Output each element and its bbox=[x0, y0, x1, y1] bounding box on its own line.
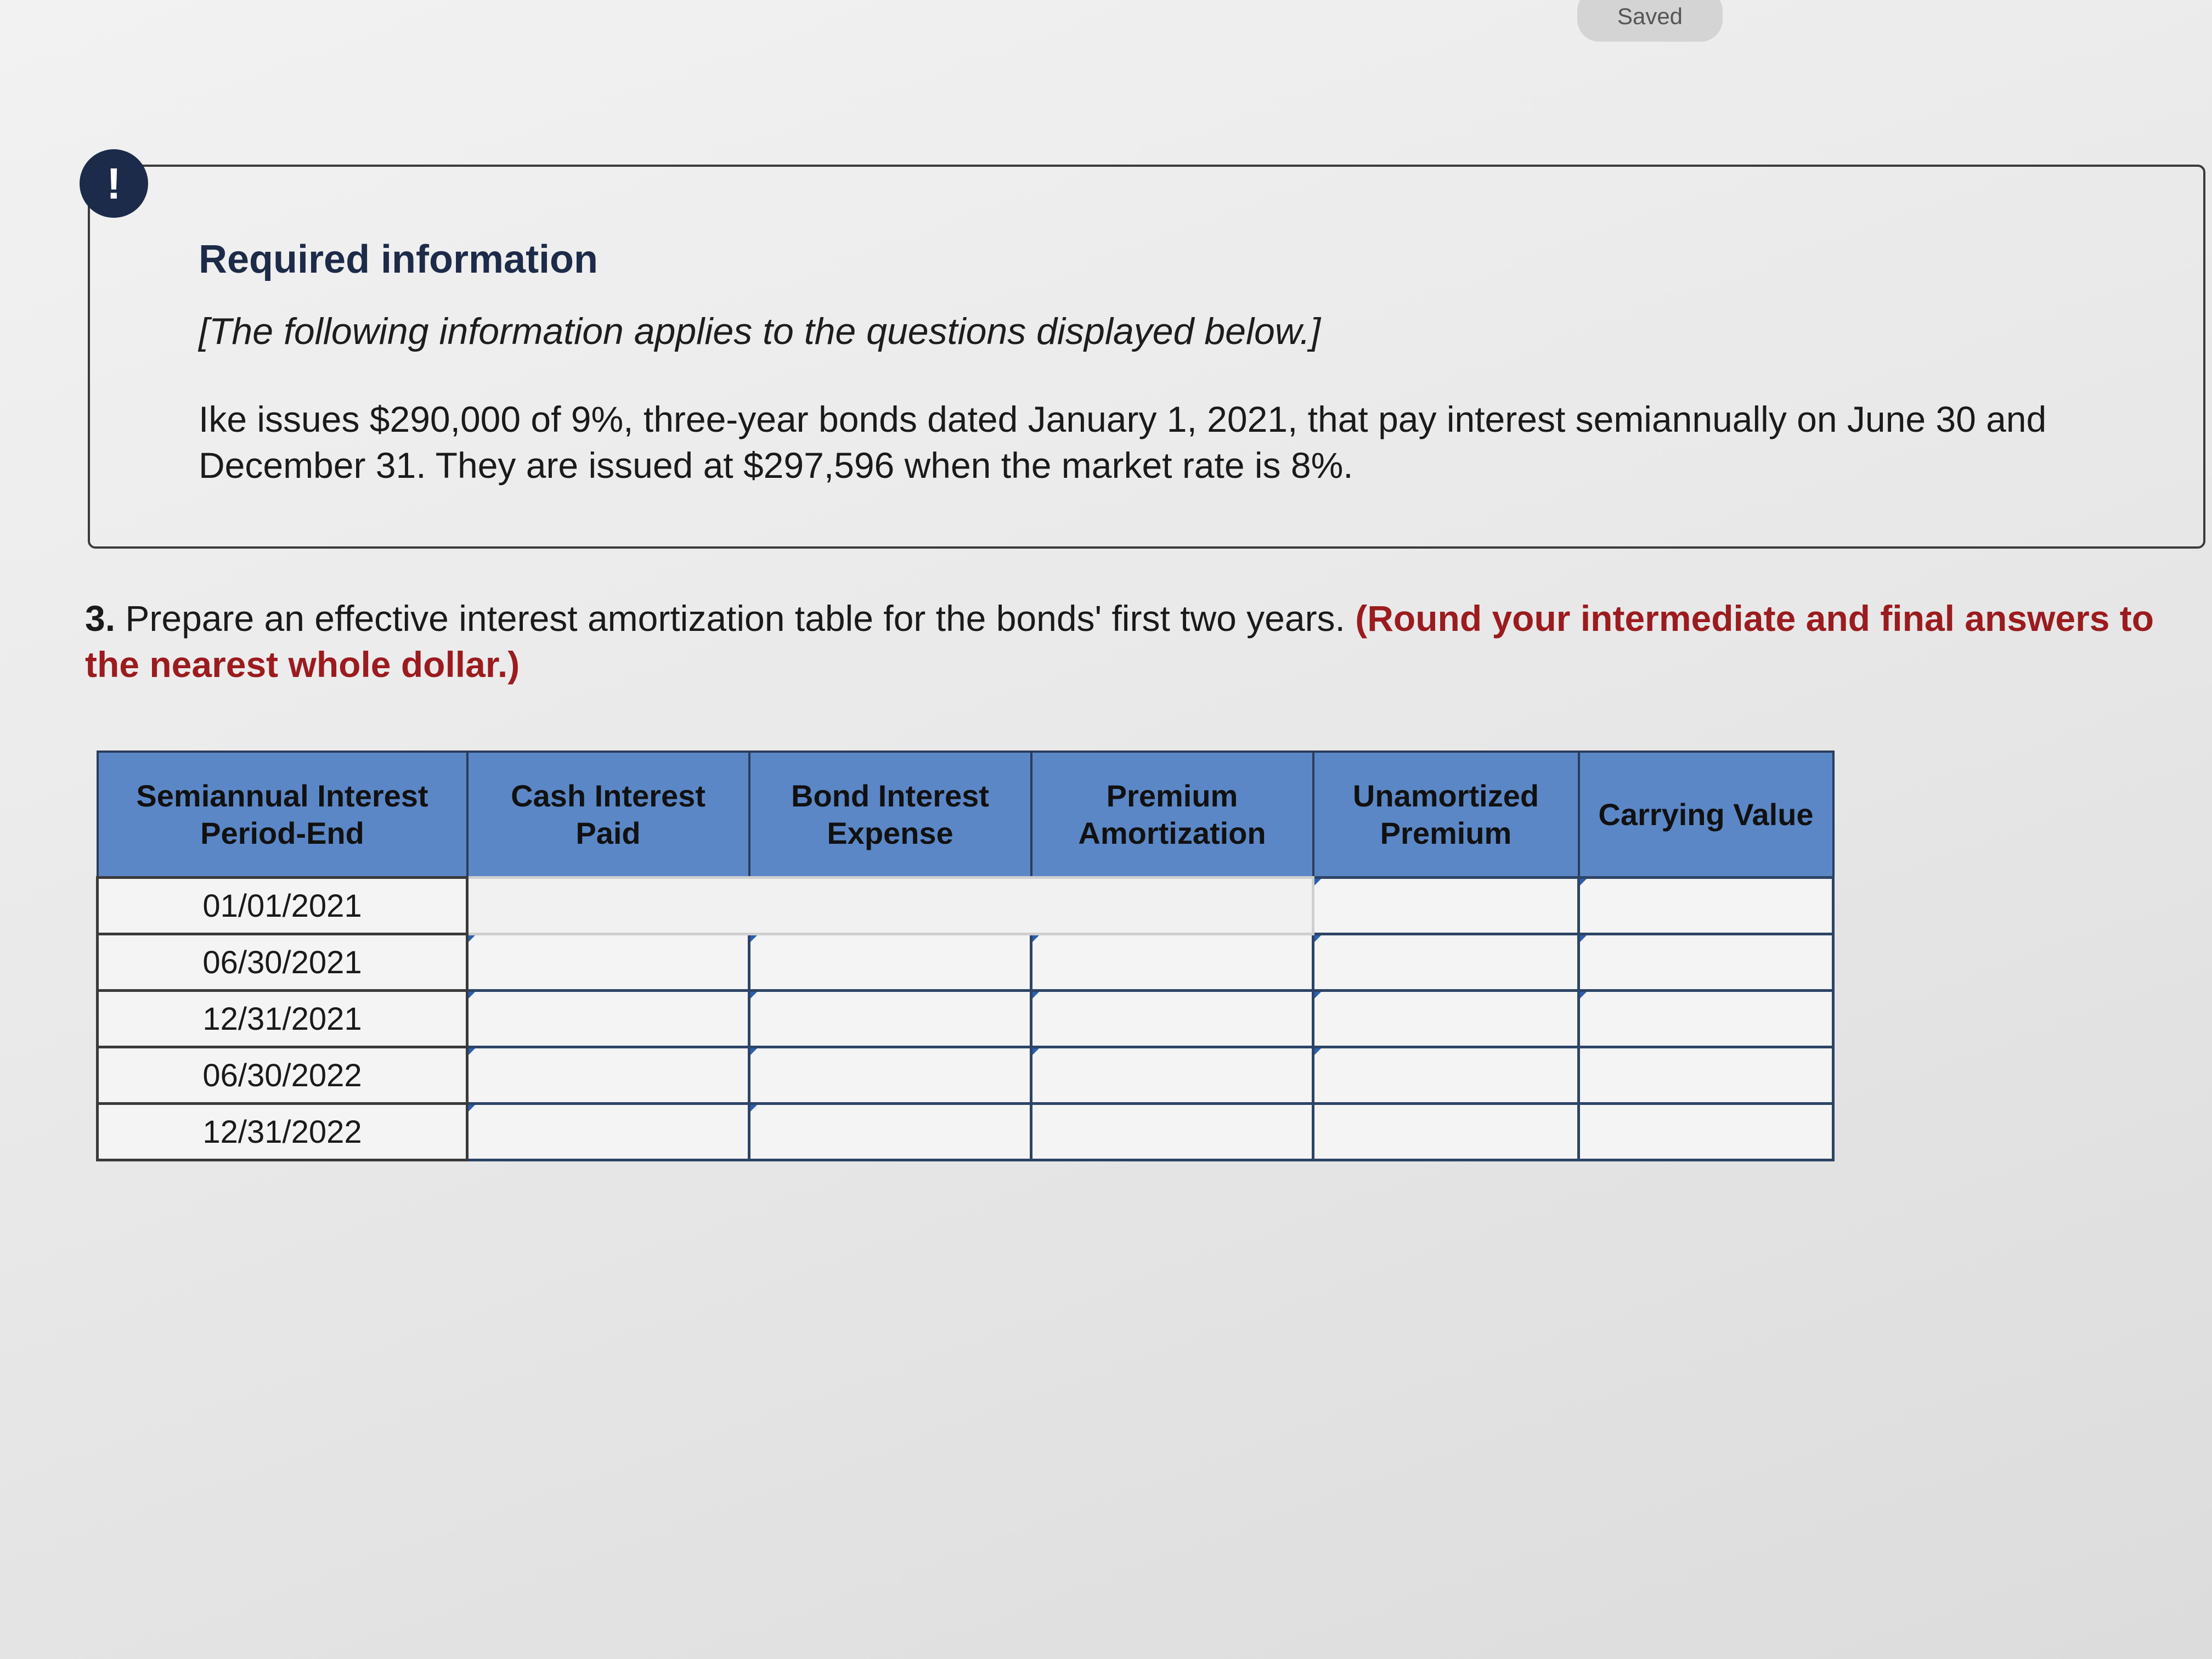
cell-marker-icon bbox=[469, 1105, 475, 1111]
cell-marker-icon bbox=[751, 1048, 757, 1055]
carrying-value-cell bbox=[1579, 991, 1833, 1047]
unamortized-premium-input[interactable] bbox=[1314, 879, 1577, 933]
unamortized-premium-input[interactable] bbox=[1314, 935, 1577, 989]
carrying-value-cell bbox=[1579, 1104, 1833, 1160]
required-info-body: Ike issues $290,000 of 9%, three-year bonds dated January 1, 2021, that pay interest semiannually on June 30 and December 31. They are issued at $297,596 when the market rate is 8%. bbox=[199, 399, 2047, 486]
cell-marker-icon bbox=[1314, 992, 1321, 998]
cash-interest-cell bbox=[467, 1104, 749, 1160]
premium-amortization-cell bbox=[1031, 934, 1313, 991]
header-unamortized-premium: Unamortized Premium bbox=[1313, 752, 1579, 878]
period-date: 06/30/2021 bbox=[98, 934, 467, 991]
premium-amortization-input[interactable] bbox=[1032, 1105, 1312, 1159]
required-info-title: Required information bbox=[199, 238, 599, 281]
table-row bbox=[98, 934, 1833, 991]
cash-interest-input[interactable] bbox=[469, 935, 748, 989]
table-header-row bbox=[98, 752, 1833, 878]
question-number: 3. bbox=[85, 598, 116, 639]
cash-interest-input[interactable] bbox=[469, 1048, 748, 1102]
premium-amortization-cell bbox=[1031, 991, 1313, 1047]
bond-expense-input[interactable] bbox=[751, 1048, 1030, 1102]
carrying-value-cell bbox=[1579, 1047, 1833, 1104]
cell-marker-icon bbox=[1580, 992, 1587, 998]
required-info-note: [The following information applies to the questions displayed below.] bbox=[199, 311, 1321, 352]
question-prompt bbox=[85, 595, 2159, 687]
bond-expense-cell bbox=[749, 991, 1031, 1047]
unamortized-premium-input[interactable] bbox=[1314, 1105, 1577, 1159]
premium-amortization-input[interactable] bbox=[1032, 992, 1312, 1046]
bond-expense-cell bbox=[749, 934, 1031, 991]
required-info-panel bbox=[88, 165, 2205, 549]
unamortized-premium-cell bbox=[1313, 878, 1579, 934]
bond-expense-cell bbox=[749, 1104, 1031, 1160]
cell-marker-icon bbox=[751, 935, 757, 942]
cash-interest-cell bbox=[467, 991, 749, 1047]
period-date: 01/01/2021 bbox=[98, 878, 467, 934]
carrying-value-input[interactable] bbox=[1580, 1105, 1832, 1159]
premium-amortization-cell bbox=[1031, 1047, 1313, 1104]
table-row bbox=[98, 1104, 1833, 1160]
cell-marker-icon bbox=[1314, 1048, 1321, 1055]
carrying-value-input[interactable] bbox=[1580, 1048, 1832, 1102]
carrying-value-cell bbox=[1579, 934, 1833, 991]
bond-expense-input[interactable] bbox=[751, 1105, 1030, 1159]
cell-marker-icon bbox=[1032, 1048, 1039, 1055]
unamortized-premium-cell bbox=[1313, 1047, 1579, 1104]
header-premium-amortization: Premium Amortization bbox=[1031, 752, 1313, 878]
cell-marker-icon bbox=[1032, 992, 1039, 998]
cell-marker-icon bbox=[1580, 879, 1587, 885]
cash-interest-cell bbox=[467, 1047, 749, 1104]
period-date: 12/31/2022 bbox=[98, 1104, 467, 1160]
cell-marker-icon bbox=[1032, 935, 1039, 942]
table-row bbox=[98, 991, 1833, 1047]
header-period-end: Semiannual Interest Period-End bbox=[98, 752, 467, 878]
cell-marker-icon bbox=[1580, 935, 1587, 942]
period-date: 12/31/2021 bbox=[98, 991, 467, 1047]
table-row bbox=[98, 878, 1833, 934]
cash-interest-cell bbox=[467, 934, 749, 991]
bond-expense-cell bbox=[749, 1047, 1031, 1104]
cell-marker-icon bbox=[469, 992, 475, 998]
cell-marker-icon bbox=[469, 1048, 475, 1055]
header-bond-expense: Bond Interest Expense bbox=[749, 752, 1031, 878]
carrying-value-cell bbox=[1579, 878, 1833, 934]
header-carrying-value: Carrying Value bbox=[1579, 752, 1833, 878]
cell-marker-icon bbox=[469, 935, 475, 942]
unamortized-premium-cell bbox=[1313, 934, 1579, 991]
cell-marker-icon bbox=[1314, 935, 1321, 942]
cell-marker-icon bbox=[751, 992, 757, 998]
unamortized-premium-cell bbox=[1313, 1104, 1579, 1160]
carrying-value-input[interactable] bbox=[1580, 992, 1832, 1046]
bond-expense-input[interactable] bbox=[751, 992, 1030, 1046]
unamortized-premium-input[interactable] bbox=[1314, 992, 1577, 1046]
premium-amortization-input[interactable] bbox=[1032, 1048, 1312, 1102]
cell-marker-icon bbox=[751, 1105, 757, 1111]
period-date: 06/30/2022 bbox=[98, 1047, 467, 1104]
table-row bbox=[98, 1047, 1833, 1104]
cash-interest-input[interactable] bbox=[469, 992, 748, 1046]
carrying-value-input[interactable] bbox=[1580, 935, 1832, 989]
unamortized-premium-input[interactable] bbox=[1314, 1048, 1577, 1102]
unamortized-premium-cell bbox=[1313, 991, 1579, 1047]
bond-expense-input[interactable] bbox=[751, 935, 1030, 989]
cell-marker-icon bbox=[1314, 879, 1321, 885]
question-instruction: (Round your intermediate and final answers to the nearest whole dollar.) bbox=[85, 598, 2154, 685]
amortization-table bbox=[96, 751, 1835, 1161]
premium-amortization-input[interactable] bbox=[1032, 935, 1312, 989]
exclamation-icon: ! bbox=[80, 149, 148, 218]
premium-amortization-cell bbox=[1031, 1104, 1313, 1160]
question-text: Prepare an effective interest amortization table for the bonds' first two years. bbox=[115, 598, 1356, 639]
cash-interest-input[interactable] bbox=[469, 1105, 748, 1159]
header-cash-interest: Cash Interest Paid bbox=[467, 752, 749, 878]
saved-status: Saved bbox=[1577, 0, 1723, 42]
carrying-value-input[interactable] bbox=[1580, 879, 1832, 933]
empty-cell bbox=[467, 878, 1313, 934]
